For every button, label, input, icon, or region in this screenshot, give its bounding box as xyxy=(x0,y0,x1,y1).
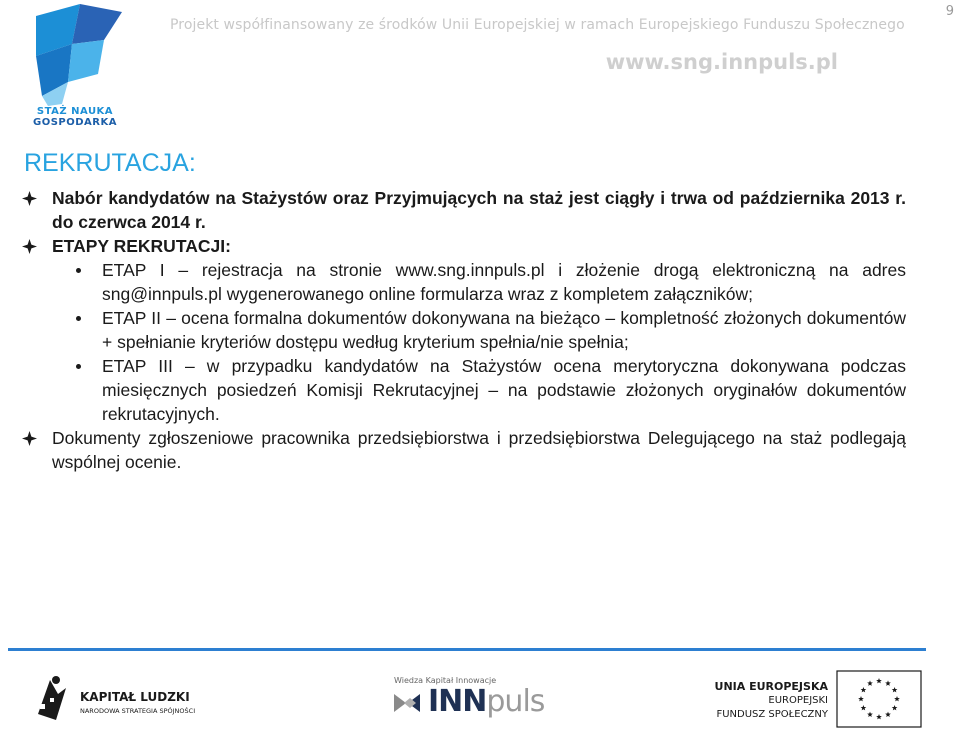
footer-divider xyxy=(8,648,926,651)
innpuls-wordmark xyxy=(428,684,544,719)
kapital-ludzki-title: KAPITAŁ LUDZKI xyxy=(80,690,190,704)
stage-item-2 xyxy=(22,306,906,354)
eu-text-block xyxy=(712,680,828,722)
eu-line-1: UNIA EUROPEJSKA xyxy=(714,680,828,693)
eu-line-3: FUNDUSZ SPOŁECZNY xyxy=(716,709,828,720)
stage-text: ETAP I – rejestracja na stronie www.sng.innpuls.pl i złożenie drogą elektroniczną na adres sng@innpuls.pl wygenerowanego online formularza wraz z kompletem załączników; xyxy=(102,260,906,304)
list-item-text: ETAPY REKRUTACJI: xyxy=(52,236,231,256)
page-number: 9 xyxy=(945,4,954,19)
eu-line-2: EUROPEJSKI xyxy=(768,695,828,706)
diamond-bullet-icon xyxy=(22,431,37,446)
project-cofinancing-line: Projekt współfinansowany ze środków Unii Europejskiej w ramach Europejskiego Funduszu Społecznego xyxy=(170,17,905,33)
stage-item-3 xyxy=(22,354,906,426)
round-bullet-icon xyxy=(76,364,81,369)
kapital-ludzki-logo-icon xyxy=(36,674,68,722)
eu-flag-icon xyxy=(836,670,922,728)
innpuls-caption: Wiedza Kapitał Innowacje xyxy=(394,676,497,685)
section-heading: REKRUTACJA: xyxy=(24,149,196,177)
stage-text: ETAP II – ocena formalna dokumentów dokonywana na bieżąco – kompletność złożonych dokumentów + spełnianie kryteriów dostępu według kryterium spełnia/nie spełnia; xyxy=(102,308,906,352)
innpuls-logo-icon xyxy=(394,690,426,716)
logo-wordmark xyxy=(30,106,120,128)
list-item-text: Nabór kandydatów na Stażystów oraz Przyjmujących na staż jest ciągły i trwa od października 2013 r. do czerwca 2014 r. xyxy=(52,188,906,232)
stage-text: ETAP III – w przypadku kandydatów na Stażystów ocena merytoryczna dokonywana podczas miesięcznych posiedzeń Komisji Rekrutacyjnej – na podstawie złożonych oryginałów dokumentów rekrutacyjnych. xyxy=(102,356,906,424)
list-item-recruitment-period xyxy=(22,186,906,234)
diamond-bullet-icon xyxy=(22,239,37,254)
diamond-bullet-icon xyxy=(22,191,37,206)
list-item-text: Dokumenty zgłoszeniowe pracownika przedsiębiorstwa i przedsiębiorstwa Delegującego na staż podlegają wspólnej ocenie. xyxy=(52,428,906,472)
stage-item-1 xyxy=(22,258,906,306)
innpuls-word-b: puls xyxy=(486,684,545,719)
innpuls-word-a: INN xyxy=(428,684,487,719)
list-item-recruitment-stages xyxy=(22,234,906,258)
content-body xyxy=(22,186,906,474)
round-bullet-icon xyxy=(76,268,81,273)
round-bullet-icon xyxy=(76,316,81,321)
list-item-joint-evaluation xyxy=(22,426,906,474)
kapital-ludzki-subtitle: NARODOWA STRATEGIA SPÓJNOŚCI xyxy=(80,707,196,715)
site-url: www.sng.innpuls.pl xyxy=(605,50,838,74)
logo-line-1: STAŻ NAUKA xyxy=(36,106,114,117)
logo-line-2: GOSPODARKA xyxy=(33,117,117,128)
